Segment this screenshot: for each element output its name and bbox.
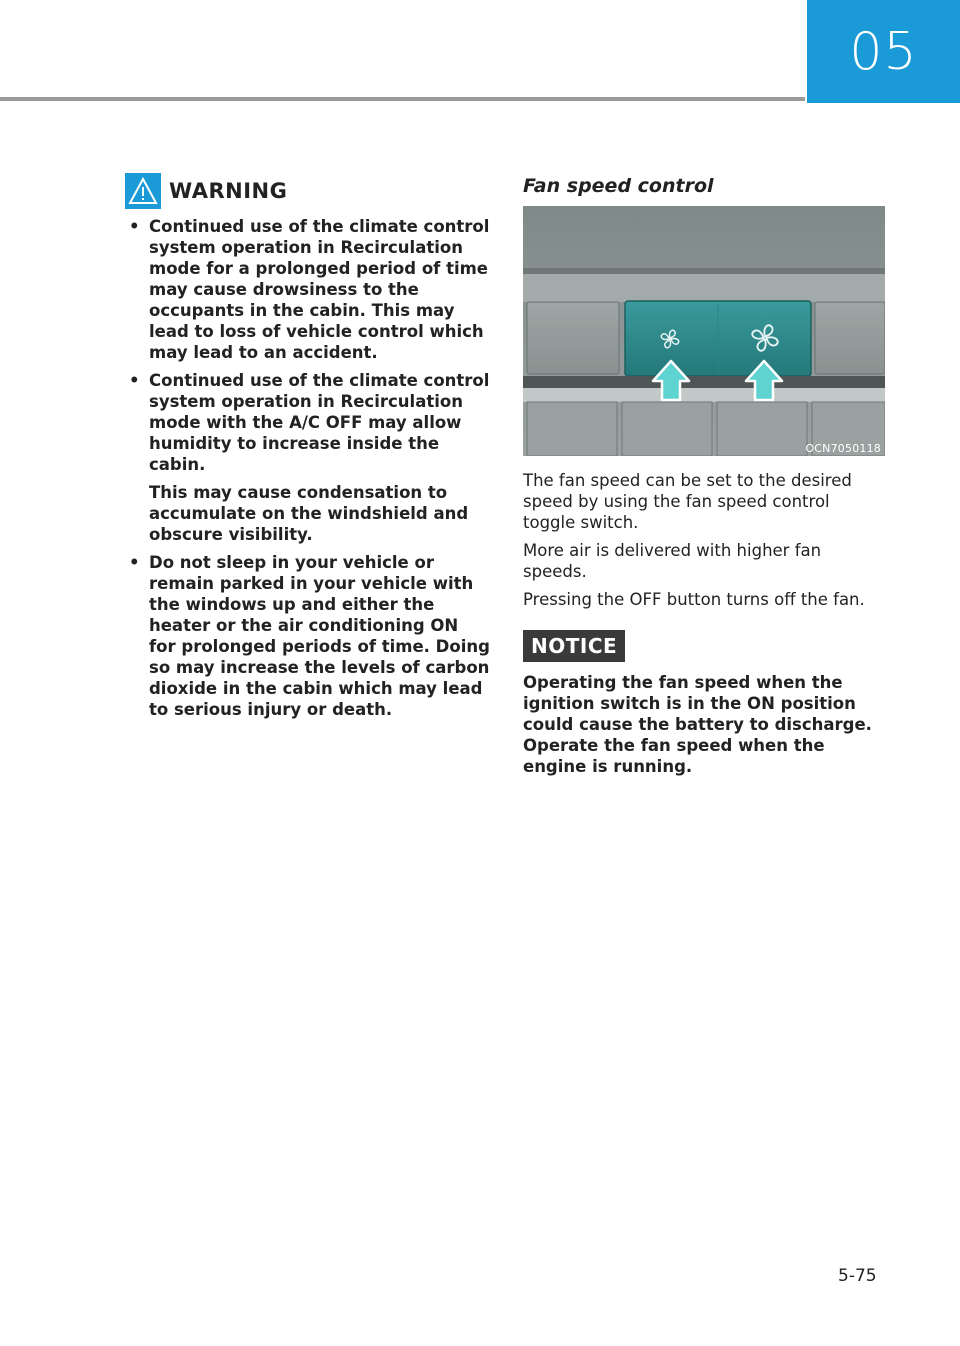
warning-item — [125, 216, 490, 363]
warning-item — [125, 370, 490, 545]
warning-item-text: • Continued use of the climate control system operation in Recirculation mode for a prolonged period of time may cause drowsiness to the occupants in the cabin. This may lead to loss of vehicle control which may lead to an accident. — [149, 217, 490, 362]
section-title: Fan speed control — [523, 175, 714, 197]
warning-title: WARNING — [169, 179, 288, 203]
warning-item — [125, 552, 490, 720]
warning-item-text: • Do not sleep in your vehicle or remain parked in your vehicle with the windows up and either the heater or the air conditioning ON for prolonged periods of time. Doing so may increase the levels of carbon dioxide in the cabin which may lead to serious injury or death. — [149, 553, 490, 719]
warning-heading — [125, 172, 490, 210]
left-column — [125, 172, 490, 727]
page-number: 5-75 — [838, 1266, 877, 1286]
warning-item-text: • Continued use of the climate control system operation in Recirculation mode with the A/C OFF may allow humidity to increase inside the cabin. — [149, 371, 490, 474]
body-paragraph: The fan speed can be set to the desired speed by using the fan speed control toggle switch. — [523, 471, 852, 532]
fan-control-photo — [523, 206, 885, 456]
notice-text: Operating the fan speed when the ignition switch is in the ON position could cause the battery to discharge. Operate the fan speed when the engine is running. — [523, 673, 872, 776]
right-column — [523, 172, 886, 777]
warning-triangle-icon — [125, 173, 161, 209]
body-paragraph: Pressing the OFF button turns off the fan. — [523, 590, 865, 609]
notice-label: NOTICE — [523, 630, 625, 662]
body-paragraph: More air is delivered with higher fan speeds. — [523, 541, 822, 581]
figure-code: OCN7050118 — [805, 442, 881, 455]
header-rule — [0, 97, 805, 101]
chapter-tab: 05 — [807, 0, 960, 103]
warning-list — [125, 216, 490, 720]
warning-item-text: This may cause condensation to accumulate on the windshield and obscure visibility. — [149, 483, 469, 544]
